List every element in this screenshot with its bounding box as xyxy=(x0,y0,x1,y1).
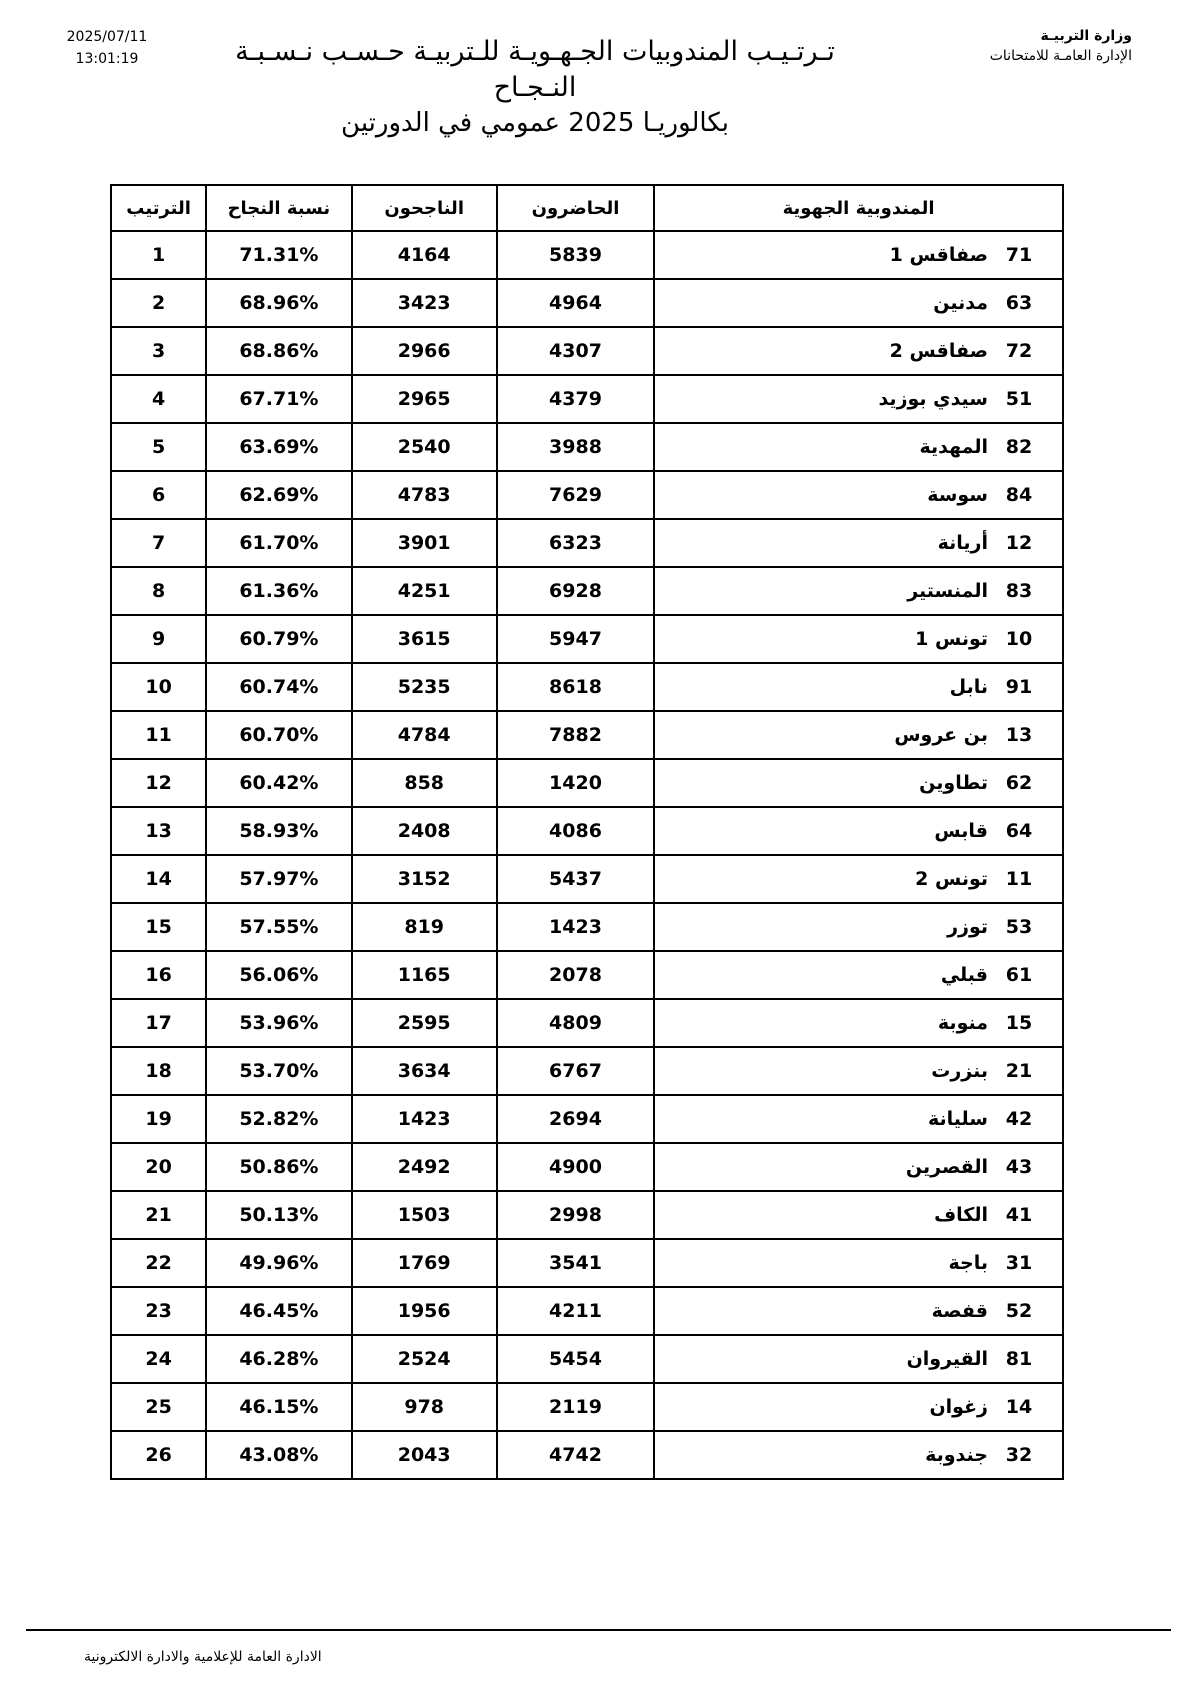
cell-region xyxy=(654,231,1063,279)
table-row xyxy=(111,567,1063,615)
cell-rank: 19 xyxy=(111,1095,206,1143)
cell-passed: 5235 xyxy=(352,663,497,711)
region-name: نابل xyxy=(949,676,988,698)
cell-rate: 56.06% xyxy=(206,951,351,999)
table-row xyxy=(111,1287,1063,1335)
cell-passed: 3901 xyxy=(352,519,497,567)
region-code: 13 xyxy=(1005,724,1033,746)
cell-passed: 1423 xyxy=(352,1095,497,1143)
footer-divider xyxy=(26,1629,1171,1631)
cell-rate: 60.74% xyxy=(206,663,351,711)
region-name: بن عروس xyxy=(894,724,988,746)
column-header-region: المندوبية الجهوية xyxy=(654,185,1063,231)
region-code: 11 xyxy=(1005,868,1033,890)
cell-present: 6323 xyxy=(497,519,654,567)
cell-region xyxy=(654,1383,1063,1431)
table-row xyxy=(111,999,1063,1047)
region-code: 72 xyxy=(1005,340,1033,362)
table-body xyxy=(111,231,1063,1479)
cell-passed: 1769 xyxy=(352,1239,497,1287)
region-name: منوبة xyxy=(937,1012,988,1034)
region-code: 41 xyxy=(1005,1204,1033,1226)
cell-rate: 58.93% xyxy=(206,807,351,855)
cell-present: 4379 xyxy=(497,375,654,423)
cell-passed: 1165 xyxy=(352,951,497,999)
region-code: 14 xyxy=(1005,1396,1033,1418)
region-code: 32 xyxy=(1005,1444,1033,1466)
cell-rank: 25 xyxy=(111,1383,206,1431)
region-code: 91 xyxy=(1005,676,1033,698)
region-name: باجة xyxy=(948,1252,988,1274)
cell-region xyxy=(654,1191,1063,1239)
cell-present: 3541 xyxy=(497,1239,654,1287)
cell-region xyxy=(654,279,1063,327)
cell-passed: 3634 xyxy=(352,1047,497,1095)
table-row xyxy=(111,855,1063,903)
cell-present: 4307 xyxy=(497,327,654,375)
region-name: سيدي بوزيد xyxy=(878,388,988,410)
region-code: 15 xyxy=(1005,1012,1033,1034)
cell-region xyxy=(654,951,1063,999)
cell-rank: 4 xyxy=(111,375,206,423)
cell-rank: 23 xyxy=(111,1287,206,1335)
cell-passed: 2408 xyxy=(352,807,497,855)
table-row xyxy=(111,1431,1063,1479)
cell-present: 2078 xyxy=(497,951,654,999)
cell-region xyxy=(654,375,1063,423)
ranking-table xyxy=(110,184,1064,1480)
column-header-rate: نسبة النجاح xyxy=(206,185,351,231)
cell-region xyxy=(654,711,1063,759)
region-code: 61 xyxy=(1005,964,1033,986)
print-time: 13:01:19 xyxy=(75,51,139,67)
cell-rate: 68.86% xyxy=(206,327,351,375)
cell-passed: 4251 xyxy=(352,567,497,615)
cell-region xyxy=(654,1287,1063,1335)
region-code: 43 xyxy=(1005,1156,1033,1178)
region-code: 64 xyxy=(1005,820,1033,842)
table-row xyxy=(111,903,1063,951)
region-code: 53 xyxy=(1005,916,1033,938)
cell-present: 6928 xyxy=(497,567,654,615)
page-title xyxy=(190,34,880,140)
cell-present: 4742 xyxy=(497,1431,654,1479)
cell-region xyxy=(654,1239,1063,1287)
cell-region xyxy=(654,855,1063,903)
region-code: 21 xyxy=(1005,1060,1033,1082)
region-name: سوسة xyxy=(927,484,988,506)
cell-rate: 67.71% xyxy=(206,375,351,423)
cell-rank: 26 xyxy=(111,1431,206,1479)
cell-present: 8618 xyxy=(497,663,654,711)
table-row xyxy=(111,1047,1063,1095)
region-name: صفاقس 1 xyxy=(889,244,988,266)
region-name: قبلي xyxy=(940,964,988,986)
cell-rank: 24 xyxy=(111,1335,206,1383)
cell-region xyxy=(654,759,1063,807)
table-row xyxy=(111,1335,1063,1383)
timestamp-block xyxy=(52,26,162,70)
table-header-row xyxy=(111,185,1063,231)
cell-region xyxy=(654,1047,1063,1095)
table-row xyxy=(111,231,1063,279)
table-row xyxy=(111,711,1063,759)
cell-region xyxy=(654,471,1063,519)
cell-rank: 14 xyxy=(111,855,206,903)
ministry-block xyxy=(990,26,1132,66)
table-row xyxy=(111,423,1063,471)
table-row xyxy=(111,1383,1063,1431)
cell-passed: 2492 xyxy=(352,1143,497,1191)
cell-rate: 57.97% xyxy=(206,855,351,903)
region-name: تونس 2 xyxy=(915,868,988,890)
cell-rank: 2 xyxy=(111,279,206,327)
cell-rank: 11 xyxy=(111,711,206,759)
cell-present: 3988 xyxy=(497,423,654,471)
cell-rank: 1 xyxy=(111,231,206,279)
cell-passed: 3152 xyxy=(352,855,497,903)
cell-present: 5947 xyxy=(497,615,654,663)
cell-present: 5437 xyxy=(497,855,654,903)
region-code: 81 xyxy=(1005,1348,1033,1370)
table-row xyxy=(111,375,1063,423)
cell-rank: 6 xyxy=(111,471,206,519)
cell-passed: 1503 xyxy=(352,1191,497,1239)
cell-rank: 8 xyxy=(111,567,206,615)
region-code: 12 xyxy=(1005,532,1033,554)
cell-passed: 4164 xyxy=(352,231,497,279)
cell-present: 4211 xyxy=(497,1287,654,1335)
cell-rate: 43.08% xyxy=(206,1431,351,1479)
table-row xyxy=(111,327,1063,375)
cell-present: 5839 xyxy=(497,231,654,279)
cell-rank: 9 xyxy=(111,615,206,663)
cell-region xyxy=(654,663,1063,711)
cell-rate: 49.96% xyxy=(206,1239,351,1287)
region-code: 52 xyxy=(1005,1300,1033,1322)
region-code: 10 xyxy=(1005,628,1033,650)
cell-passed: 819 xyxy=(352,903,497,951)
region-name: أريانة xyxy=(937,532,988,554)
region-name: صفاقس 2 xyxy=(889,340,988,362)
cell-passed: 2966 xyxy=(352,327,497,375)
cell-passed: 4783 xyxy=(352,471,497,519)
region-name: الكاف xyxy=(934,1204,988,1226)
region-code: 62 xyxy=(1005,772,1033,794)
cell-rate: 46.15% xyxy=(206,1383,351,1431)
cell-passed: 3615 xyxy=(352,615,497,663)
cell-rate: 68.96% xyxy=(206,279,351,327)
cell-rate: 53.70% xyxy=(206,1047,351,1095)
region-code: 71 xyxy=(1005,244,1033,266)
title-line-2: بكالوريـا 2025 عمومي في الدورتين xyxy=(341,108,729,138)
region-code: 83 xyxy=(1005,580,1033,602)
cell-region xyxy=(654,327,1063,375)
cell-rate: 60.70% xyxy=(206,711,351,759)
cell-rate: 61.70% xyxy=(206,519,351,567)
cell-region xyxy=(654,519,1063,567)
cell-rank: 12 xyxy=(111,759,206,807)
cell-present: 1423 xyxy=(497,903,654,951)
table-row xyxy=(111,1191,1063,1239)
column-header-passed: الناجحون xyxy=(352,185,497,231)
region-code: 31 xyxy=(1005,1252,1033,1274)
cell-region xyxy=(654,999,1063,1047)
cell-present: 4809 xyxy=(497,999,654,1047)
cell-passed: 2043 xyxy=(352,1431,497,1479)
column-header-rank: الترتيب xyxy=(111,185,206,231)
cell-rate: 50.86% xyxy=(206,1143,351,1191)
region-name: قفصة xyxy=(931,1300,988,1322)
region-name: المهدية xyxy=(919,436,988,458)
cell-rate: 57.55% xyxy=(206,903,351,951)
cell-passed: 2540 xyxy=(352,423,497,471)
cell-passed: 1956 xyxy=(352,1287,497,1335)
table-row xyxy=(111,279,1063,327)
cell-rank: 17 xyxy=(111,999,206,1047)
region-name: قابس xyxy=(934,820,988,842)
ministry-name: وزارة التربيـة xyxy=(1040,28,1132,44)
cell-rank: 20 xyxy=(111,1143,206,1191)
cell-rate: 60.42% xyxy=(206,759,351,807)
cell-rate: 46.45% xyxy=(206,1287,351,1335)
region-code: 82 xyxy=(1005,436,1033,458)
cell-rate: 71.31% xyxy=(206,231,351,279)
region-name: بنزرت xyxy=(931,1060,988,1082)
cell-passed: 978 xyxy=(352,1383,497,1431)
cell-present: 7882 xyxy=(497,711,654,759)
cell-passed: 2965 xyxy=(352,375,497,423)
cell-rank: 15 xyxy=(111,903,206,951)
table-row xyxy=(111,615,1063,663)
cell-present: 6767 xyxy=(497,1047,654,1095)
cell-rank: 18 xyxy=(111,1047,206,1095)
cell-rank: 3 xyxy=(111,327,206,375)
table-row xyxy=(111,519,1063,567)
cell-region xyxy=(654,1431,1063,1479)
cell-rank: 22 xyxy=(111,1239,206,1287)
cell-rate: 50.13% xyxy=(206,1191,351,1239)
region-name: تطاوين xyxy=(919,772,988,794)
cell-rate: 46.28% xyxy=(206,1335,351,1383)
title-line-1: تـرتـيـب المندوبيات الجـهـويـة للـتربيـة حـسـب نـسـبـة النـجـاح xyxy=(235,36,835,103)
footer-text: الادارة العامة للإعلامية والادارة الالكترونية xyxy=(84,1649,322,1665)
cell-rank: 10 xyxy=(111,663,206,711)
cell-passed: 858 xyxy=(352,759,497,807)
cell-region xyxy=(654,1143,1063,1191)
table-row xyxy=(111,807,1063,855)
cell-passed: 3423 xyxy=(352,279,497,327)
cell-region xyxy=(654,903,1063,951)
department-name: الإدارة العامـة للامتحانات xyxy=(989,48,1132,64)
region-code: 84 xyxy=(1005,484,1033,506)
cell-region xyxy=(654,567,1063,615)
cell-rate: 52.82% xyxy=(206,1095,351,1143)
cell-present: 4964 xyxy=(497,279,654,327)
cell-present: 1420 xyxy=(497,759,654,807)
region-code: 51 xyxy=(1005,388,1033,410)
region-code: 63 xyxy=(1005,292,1033,314)
cell-passed: 2595 xyxy=(352,999,497,1047)
table-row xyxy=(111,759,1063,807)
cell-rate: 53.96% xyxy=(206,999,351,1047)
cell-rank: 13 xyxy=(111,807,206,855)
cell-rank: 21 xyxy=(111,1191,206,1239)
region-name: تونس 1 xyxy=(915,628,988,650)
cell-rank: 16 xyxy=(111,951,206,999)
cell-region xyxy=(654,1335,1063,1383)
cell-present: 2694 xyxy=(497,1095,654,1143)
cell-present: 7629 xyxy=(497,471,654,519)
cell-present: 4900 xyxy=(497,1143,654,1191)
cell-rate: 62.69% xyxy=(206,471,351,519)
table-row xyxy=(111,471,1063,519)
cell-present: 2119 xyxy=(497,1383,654,1431)
cell-region xyxy=(654,1095,1063,1143)
region-name: توزر xyxy=(947,916,988,938)
cell-rank: 5 xyxy=(111,423,206,471)
print-date: 2025/07/11 xyxy=(66,29,148,45)
cell-present: 5454 xyxy=(497,1335,654,1383)
cell-rate: 63.69% xyxy=(206,423,351,471)
cell-region xyxy=(654,423,1063,471)
region-name: القيروان xyxy=(906,1348,988,1370)
region-name: سليانة xyxy=(928,1108,988,1130)
table-row xyxy=(111,951,1063,999)
region-code: 42 xyxy=(1005,1108,1033,1130)
region-name: المنستير xyxy=(907,580,988,602)
cell-rate: 60.79% xyxy=(206,615,351,663)
table-row xyxy=(111,1239,1063,1287)
table-row xyxy=(111,1143,1063,1191)
table-row xyxy=(111,1095,1063,1143)
cell-rank: 7 xyxy=(111,519,206,567)
region-name: زغوان xyxy=(929,1396,988,1418)
cell-region xyxy=(654,807,1063,855)
cell-passed: 4784 xyxy=(352,711,497,759)
cell-passed: 2524 xyxy=(352,1335,497,1383)
cell-present: 4086 xyxy=(497,807,654,855)
region-name: مدنين xyxy=(933,292,988,314)
table-row xyxy=(111,663,1063,711)
region-name: القصرين xyxy=(905,1156,988,1178)
region-name: جندوبة xyxy=(925,1444,988,1466)
cell-rate: 61.36% xyxy=(206,567,351,615)
column-header-present: الحاضرون xyxy=(497,185,654,231)
cell-region xyxy=(654,615,1063,663)
cell-present: 2998 xyxy=(497,1191,654,1239)
